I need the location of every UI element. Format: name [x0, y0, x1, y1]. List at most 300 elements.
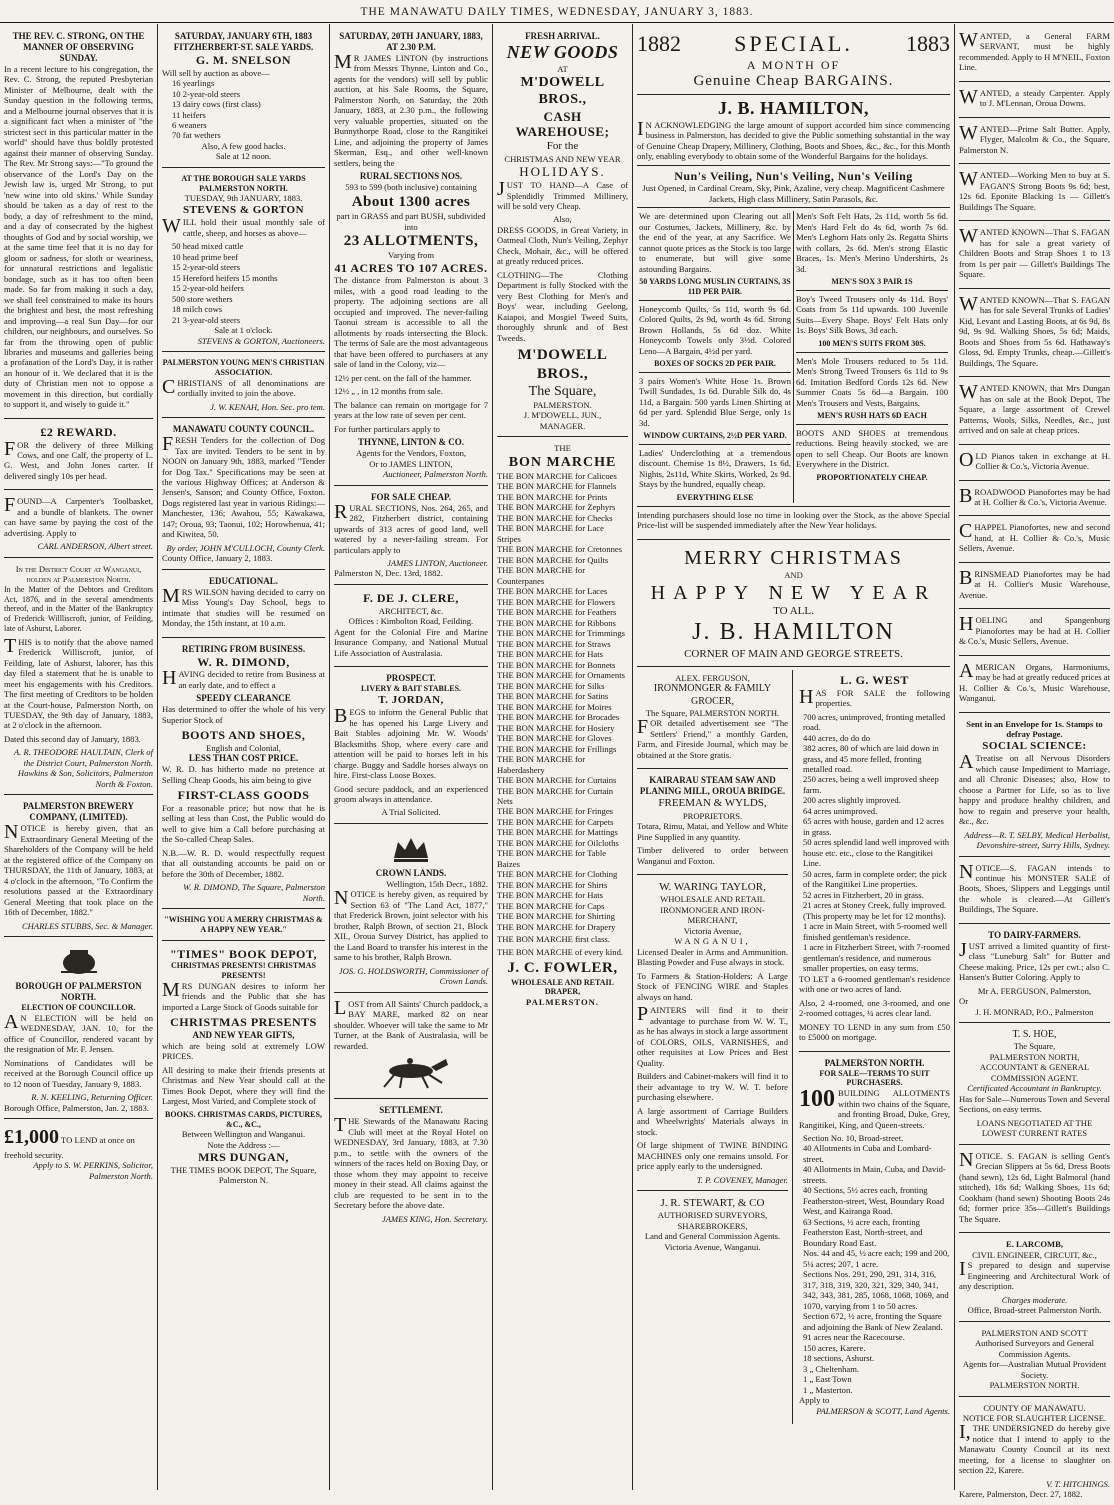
book-items: BOOKS. CHRISTMAS CARDS, PICTURES, &C., &C.,: [165, 1109, 322, 1129]
linton-terms3: The balance can remain on mortgage for 7 years at the low rate of seven per cent.: [334, 399, 488, 421]
hamilton-intro: IN ACKNOWLEDGING the large amount of support accorded him since commencing business in Palmerston, has decided to give the Public something substantial in the way of Genuine Cheap Drapery, Millinery, Clothing, Boots and Shoes, &c., &c., for this Month only, enabling everybody to obtain some of the Wonderful Bargains for the holidays.: [637, 117, 950, 162]
hamilton-special: [637, 28, 950, 540]
bon-marche-item: THE BON MARCHE for Flannels: [497, 481, 617, 492]
js-name: J. R. STEWART, & CO: [660, 1197, 765, 1210]
pros-body2: Good secure paddock, and an experienced groom always in attendance.: [334, 783, 488, 804]
bon-marche-item: THE BON MARCHE for Cretonnes: [497, 544, 623, 555]
foxton-time: Sale at 12 noon.: [215, 151, 272, 162]
wt-name: W. WARING TAYLOR,: [659, 881, 766, 894]
bon-marche-item: THE BON MARCHE for Hats: [497, 649, 603, 660]
west-intro: HAS FOR SALE the following properties.: [799, 685, 950, 709]
piano-text: OLD Pianos taken in exchange at H. Collier & Co.'s, Victoria Avenue.: [959, 448, 1110, 472]
linton-allot: 23 ALLOTMENTS,: [343, 232, 479, 249]
column-4: [493, 24, 633, 1490]
settle-title: SETTLEMENT.: [379, 1105, 443, 1116]
list-item: 6 weaners: [172, 119, 207, 130]
ps-town: PALMERSTON NORTH.: [989, 1380, 1080, 1391]
organ-text: AMERICAN Organs, Harmoniums, may be had at greatly reduced prices at H. Collier & Co.'s, Music Warehouse, Wanganui.: [959, 659, 1110, 704]
col5-lower-right: [799, 670, 950, 1424]
newspaper-page: [0, 24, 1114, 1500]
settle-body: THE Stewards of the Manawatu Racing Club will meet at the Royal Hotel on WEDNESDAY, 3rd January, 1883, at 7.30 p.m., to settle with the owners of the winners of the races held on Boxing Day, or those whom they may appoint to receive money in their stead. All claims against the club are requested to be sent in to the Secretary before the above date.: [334, 1114, 488, 1211]
brew-body: NOTICE is hereby given, that an Extraordinary General Meeting of the Shareholders of the Company will be held at the registered office of the Company on THURSDAY, the 11th of January, 1883, at 4 o'clock in the afternoon, "To Confirm the resolutions passed at the Extraordinary General Meeting that took place on the 16th of December, 1882.": [4, 821, 153, 918]
mdb-also: Also,: [553, 214, 572, 225]
court-sig: A. R. THEODORE HAULTAIN, Clerk of the District Court, Palmerston North.: [13, 747, 153, 768]
wanted-text: WANTED KNOWN, that Mrs Dungan has on sale at the Book Depot, The Square, a large assortment of Crewel Patterns, Wools, Silks, Needles, &c., just arrived and on sale at cheap prices.: [959, 381, 1110, 436]
sg-title: AT THE BOROUGH SALE YARDS PALMERSTON NORTH.: [181, 173, 306, 193]
sg-items: [162, 241, 325, 325]
list-item: 10 2-year-old steers: [172, 88, 241, 99]
linton-rural: RURAL SECTIONS NOS.: [359, 171, 463, 182]
linton-or: Or to JAMES LINTON,: [369, 458, 453, 469]
ret-sig: W. R. DIMOND, The Square, Palmerston North.: [183, 882, 325, 903]
list-item: 15 2-year-old heifers: [172, 283, 244, 294]
cheap-title: FOR SALE CHEAP.: [371, 491, 451, 502]
bon-marche-item: THE BON MARCHE for Shirting: [497, 911, 615, 922]
settle-sig: JAMES KING, Hon. Secretary.: [381, 1213, 488, 1224]
book-title: "TIMES" BOOK DEPOT,: [170, 946, 317, 961]
linton-further: For further particulars apply to: [334, 423, 440, 434]
west-properties: [799, 670, 950, 1052]
bon-marche-ad: [497, 440, 628, 1012]
price-list: [637, 211, 950, 502]
ps-role: Authorised Surveyors and General Commission Agents.: [974, 1338, 1095, 1359]
list-item: 1 acre in Main Street, with 5-roomed well finished gentleman's residence.: [803, 921, 948, 942]
borough-notice: [4, 940, 153, 1119]
ymca-title: PALMERSTON YOUNG MEN'S CHRISTIAN ASSOCIATION.: [162, 358, 325, 377]
column-5: [633, 24, 955, 1490]
cheap-date: Palmerston N, Dec. 13rd, 1882.: [334, 568, 443, 579]
ret-body4: For a reasonable price; but now that he is selling at less than Cost, the Public would do well to give him a Call before purchasing at the So-called Cheap Sales.: [162, 802, 325, 845]
holidays: HOLIDAYS.: [519, 164, 606, 180]
ps-agents: Agents for—Australian Mutual Provident Society.: [962, 1359, 1107, 1380]
ret-name: W. R. DIMOND,: [197, 654, 290, 669]
list-item: 65 acres with house, garden and 12 acres in grass.: [803, 816, 944, 837]
list-item: 15 Hereford heifers 15 months: [172, 272, 278, 283]
book-sub: CHRISTMAS PRESENTS! CHRISTMAS PRESENTS!: [171, 961, 316, 981]
hamilton-name-2: J. B. HAMILTON: [692, 619, 895, 646]
sci-addr: Address—R. T. SELBY, Medical Herbalist, Devonshire-street, Surry Hills, Sydney.: [964, 829, 1110, 851]
horse-race-icon: [366, 1055, 456, 1089]
left1: We are determined upon Clearing out all our Costumes, Jackets, Millinery, &c. by the end of the year, at any Sacrifice. We cannot quote prices as the Stock is too large to enumerate, but will give some astounding Bargains.: [639, 211, 791, 274]
bon-marche-item: THE BON MARCHE for Checks: [497, 512, 613, 523]
piano-text: BROADWOOD Pianofortes may be had at H. Collier & Co.'s, Victoria Avenue.: [959, 484, 1110, 507]
bon-marche-item: THE BON MARCHE for Mattings: [497, 827, 618, 838]
ret-less: LESS THAN COST PRICE.: [188, 753, 299, 764]
strong-article: [4, 28, 153, 419]
mdb-body1: JUST TO HAND—A Case of Splendidly Trimmed Millinery, will be sold very Cheap.: [497, 178, 628, 211]
xmas-greeting: [162, 912, 325, 941]
boro-body: AN ELECTION will be held on WEDNESDAY, JAN. 10, for the office of Councillor, rendered vacant by the resignation of Mr. F. Jensen.: [4, 1010, 153, 1055]
list-item: Nos. 44 and 45, ½ acre each; 199 and 200, 5¼ acres; 207, 1 acre.: [803, 1248, 950, 1269]
lar-role: CIVIL ENGINEER, CIRCUIT, &c.,: [972, 1249, 1097, 1260]
merry-text: MERRY CHRISTMAS: [684, 546, 903, 569]
fowler-town: PALMERSTON.: [526, 997, 599, 1008]
ret-nb: N.B.—W. R. D. would respectfully request that all outstanding accounts be paid on or before the 30th of December, 1882.: [162, 847, 325, 879]
bon-marche-item: THE BON MARCHE for Drapery: [497, 921, 616, 932]
ret-body2: Has determined to offer the whole of his very Superior Stock of: [162, 704, 325, 725]
wt-body: Licensed Dealer in Arms and Ammunition. Blasting Powder and Fuse always in stock.: [637, 946, 788, 968]
ps-sig: PALMERSON & SCOTT, Land Agents.: [816, 1405, 950, 1416]
linton-part: part in GRASS and part BUSH, subdivided into: [336, 211, 486, 232]
right-rush: MEN'S RUSH HATS 6D EACH: [817, 411, 927, 420]
wt-body4: Builders and Cabinet-makers will find it to their advantage to try W. W. T. before purchasing elsewhere.: [637, 1071, 788, 1103]
boro-body2: Nominations of Candidates will be received at the Borough Council office up to 12 noon of Tuesday, January 9, 1883.: [4, 1057, 153, 1089]
list-item: 13 dairy cows (first class): [172, 99, 261, 110]
price-list-left: [637, 211, 794, 502]
right-prop: PROPORTIONATELY CHEAP.: [816, 472, 928, 482]
at: AT: [557, 63, 568, 74]
lost-body: LOST from All Saints' Church paddock, a BAY MARE, marked 82 on near shoulder. Whoever will take the same to Mr Turner, at the Bank of Australasia, will be rewarded.: [334, 996, 488, 1051]
bon-marche-item: THE BON MARCHE for Feathers: [497, 607, 617, 618]
list-item: 150 acres, Karere.: [803, 1342, 866, 1353]
hoe-town: PALMERSTON NORTH,: [989, 1051, 1080, 1062]
ymca-sig: J. W. KENAH, Hon. Sec. pro tem.: [210, 401, 325, 412]
cc-date: County Office, January 2, 1883.: [162, 553, 273, 564]
list-item: 70 fat wethers: [172, 130, 221, 141]
snelson-sale: [162, 28, 325, 168]
lar-name: E. LARCOMB,: [1005, 1239, 1064, 1250]
ferguson-ad: [637, 670, 788, 769]
dimond-retiring: [162, 641, 325, 910]
list-item: 200 acres slightly improved.: [803, 795, 901, 806]
wanted-5: [959, 224, 1110, 288]
wt-body3: PAINTERS will find it to their advantage to purchase from W. W. T., as he has always in stock a large assortment of COLORS, OILS, VARNISHES, and other requisites at Low Prices and Best Quality.: [637, 1003, 788, 1068]
strong-title: THE REV. C. STRONG, ON THE MANNER OF OBSERVING SUNDAY.: [12, 31, 145, 63]
bon-marche-item: THE BON MARCHE for Trimmings: [497, 628, 625, 639]
column-2: [158, 24, 330, 1490]
bon-marche-item: THE BON MARCHE for Satins: [497, 691, 609, 702]
ret-title: RETIRING FROM BUSINESS.: [181, 643, 306, 654]
wt-body2: To Farmers & Station-Holders: A Large Stock of FENCING WIRE and Staples always on hand.: [637, 970, 788, 1002]
linton-range: 41 ACRES TO 107 ACRES.: [334, 260, 488, 275]
and-text: AND: [784, 570, 803, 581]
linton-terms1: 12½ per cent. on the fall of the hammer.: [334, 372, 472, 383]
bon-marche-item: THE BON MARCHE for Oilcloths: [497, 837, 619, 848]
left2: Honeycomb Quilts, 5s 11d, worth 9s 6d. Colored Quilts, 2s 9d, worth 4s 6d. Strong Brown Hollands, 5s 6d doz. White Honeycomb Towels only 3½d. Colored Leno—A Bargain, 4½d per yard.: [639, 303, 791, 356]
list-item: 21 3-year-old steers: [172, 314, 241, 325]
the-square: The Square,: [528, 383, 597, 399]
loan-ad: [4, 1122, 153, 1186]
lar-charges: Charges moderate.: [1001, 1294, 1068, 1305]
bon-marche-item: THE BON MARCHE for Ornaments: [497, 670, 625, 681]
west-name: L. G. WEST: [840, 672, 909, 687]
hoe-name: T. S. HOE,: [1012, 1029, 1057, 1041]
right4: BOOTS AND SHOES at tremendous reductions. Being heavily stocked, we are open to sell Cheap. Our Boots are known Everywhere in the District.: [796, 427, 948, 470]
sg-firm: STEVENS & GORTON: [182, 203, 305, 216]
year-1883: 1883: [906, 31, 950, 56]
bon-marche-item: THE BON MARCHE for Table Baizes: [497, 848, 607, 869]
foxton-intro: Will sell by auction as above—: [162, 67, 270, 78]
hoe-accountant: [959, 1026, 1110, 1145]
clere-architect: [334, 588, 488, 667]
merry-christmas: [637, 543, 950, 667]
court-matter: In the Matter of the Debtors and Creditors Act, 1876, and in the several amendments thereof, and in the Matter of the Bankruptcy of Frederick Willliscroft, junior, of Feilding, late of Ashurst, Laborer.: [4, 584, 153, 633]
corner-streets: CORNER OF MAIN AND GEORGE STREETS.: [684, 647, 903, 660]
bon-marche-item: THE BON MARCHE for Ribbons: [497, 617, 616, 628]
kai-body: Totara, Rimu, Matai, and Yellow and White Pine Supplied in any quantity.: [637, 821, 788, 842]
stevens-gorton-sale: [162, 171, 325, 352]
list-item: 1 acre in Fitzherbert Street, with 7-roomed gentleman's residence, and numerous smaller properties, on easy terms.: [803, 942, 950, 974]
bon-marche-item: THE BON MARCHE for Brocades: [497, 712, 620, 723]
court-head: In the District Court at Wanganui, holden at Palmerston North.: [15, 563, 142, 585]
piano-1: [959, 448, 1110, 481]
book-cp: CHRISTMAS PRESENTS: [170, 1015, 317, 1030]
hoe-sq: The Square,: [1013, 1041, 1056, 1052]
county-sub: NOTICE FOR SLAUGHTER LICENSE.: [962, 1413, 1107, 1423]
ps-name: PALMERSTON AND SCOTT: [981, 1327, 1088, 1338]
col5-lower-left: [637, 670, 793, 1424]
loan-amount: £1,000: [4, 1126, 59, 1149]
wanted-1: [959, 28, 1110, 82]
list-item: 63 Sections, ½ acre each, fronting Featherston East, North-street, and Boundary Road East.: [803, 1216, 923, 1248]
linton-body2: The distance from Palmerston is about 3 miles, with a good road leading to the property. The adjoining sections are all occupied and improved. The never-failing Taonui stream is accessible to all the allotments by roads intersecting the Block. The terms of Sale are the most advantageous that have been offered to purchasers at any sale of land in the Colony, viz—: [334, 275, 488, 370]
xmas-new-year: CHRISTMAS AND NEW YEAR: [504, 153, 621, 164]
wt-sub: WHOLESALE AND RETAIL IRONMONGER AND IRON-MERCHANT,: [660, 894, 765, 926]
mdowell-jun: J. M'DOWELL, JUN.,: [523, 410, 602, 421]
brew-title: PALMERSTON BREWERY COMPANY, (LIMITED).: [22, 801, 135, 823]
bon-marche-list: [497, 471, 628, 932]
fagan-text: NOTICE—S. FAGAN intends to continue his MONSTER SALE of Boots, Shoes, Slippers and Leggings until the whole is cleared.—At Gillett's Buildings, The Square.: [959, 860, 1110, 915]
piano-3: [959, 519, 1110, 562]
fagan-notice-2: [959, 1148, 1110, 1233]
ps-title: PALMERSTON NORTH.: [824, 1057, 925, 1068]
piano-text: BRINSMEAD Pianofortes may be had at H. Collier's Music Warehouse, Avenue.: [959, 566, 1110, 600]
bon-marche-item: THE BON MARCHE for Counterpanes: [497, 565, 586, 586]
ret-eng: English and Colonial,: [206, 742, 281, 753]
crown-lands: [334, 827, 488, 993]
bon-marche-item: THE BON MARCHE for Lace Stripes: [497, 523, 604, 544]
bon-marche-item: THE BON MARCHE for Carpets: [497, 816, 614, 827]
boro-sub: ELECTION OF COUNCILLOR.: [21, 1003, 136, 1013]
west-list: [799, 712, 950, 974]
list-item: 440 acres, do do do: [803, 732, 871, 743]
dairy-body: JUST arrived a limited quantity of first-class "Luneburg Salt" for Butter and Cheese making. Price, 12s per cwt.; also C. Hansen's Butter Coloring. Apply to: [959, 938, 1110, 983]
ymca-notice: [162, 355, 325, 418]
edu-body: MRS WILSON having decided to carry on Miss Young's Day School, begs to intimate that studies will be resumed on Monday, the 15th instant, at 10 a.m.: [162, 584, 325, 629]
dairy-or: Or: [959, 996, 969, 1007]
cc-sig: By order, JOHN M'CULLOCH, County Clerk.: [166, 542, 325, 553]
right-suits: 100 MEN'S SUITS FROM 30S.: [818, 338, 926, 348]
bon-marche-item: THE BON MARCHE for Bonnets: [497, 659, 616, 670]
loan-apply: Apply to S. W. PERKINS, Solicitor, Palmerston North.: [33, 1160, 153, 1181]
book-body: MRS DUNGAN desires to inform her friends and the Public that she has imported a Large Stock of Goods suitable for: [162, 978, 325, 1012]
wanted-text: WANTED KNOWN—That S. FAGAN has for sale a great variety of Children Boots and Strap Shoes 1 to 13 from 1s per pair — Gillett's Buildings The Square.: [959, 225, 1110, 280]
for-the: For the: [546, 140, 579, 153]
fagan-text: NOTICE. S. FAGAN is selling Gent's Grecian Slippers at 5s 6d, Dress Boots (hand sewn), 12s 6d, Light Balmoral (hand stitched), 18s 6d; Walking Shoes, 11s 6d; Cookham (hand sewn) Shooting Boots 24s 6d; former price 35s—Gillett's Buildings The Square.: [959, 1148, 1110, 1224]
hoe-role: ACCOUNTANT & GENERAL COMMISSION AGENT.: [979, 1062, 1090, 1083]
wt-ave: Victoria Avenue,: [683, 925, 742, 936]
right1: Men's Soft Felt Hats, 2s 11d, worth 5s 6d. Men's Hard Felt do 4s 6d, worth 7s 6d. Men's Leghorn Hats only 2s. Regatta Shirts with collars, 2s 6d. Men's strong Elastic Braces, 1s. Men's Merino Undershirts, 2s 3d.: [796, 211, 948, 274]
manager: MANAGER.: [539, 420, 586, 431]
list-item: Section 672, ½ acre, fronting the Square and adjoining the Bank of New Zealand.: [803, 1311, 943, 1332]
sci-body: ATreatise on all Nervous Disorders which cause Impediment to Marriage, and all Chronic Diseases; also, How to choose a Partner for Life, so as to live happy and produce healthy children, and how to regain and preserve your health, &c., &c.: [959, 751, 1110, 827]
loan-text: TO LEND at once on freehold security.: [4, 1135, 135, 1160]
fresh-arrival: FRESH ARRIVAL.: [525, 31, 600, 41]
boro-sig: R. N. KEELING, Returning Officer.: [31, 1092, 153, 1103]
wanted-text: WANTED, a steady Carpenter. Apply to J. M'Lennan, Oroua Downs.: [959, 85, 1110, 109]
borough-crest-icon: [56, 947, 102, 977]
bon-marche-item: THE BON MARCHE for Shirts: [497, 879, 608, 890]
wt-town: WANGANUI,: [674, 936, 751, 947]
list-item: 40 Sections, 5½ acres each, fronting Featherston-street, West, Boundary Road West, and Kairanga Road.: [803, 1185, 945, 1217]
book-between: Between Wellington and Wanganui.: [181, 1129, 306, 1140]
bon-marche-item: THE BON MARCHE for Gloves: [497, 733, 612, 744]
list-item: 250 acres, being a well improved sheep farm.: [803, 774, 939, 795]
educational-notice: [162, 573, 325, 638]
sg-intro: WILL hold their usual monthly sale of cattle, sheep, and horses as above—: [162, 215, 325, 238]
cc-title: MANAWATU COUNTY COUNCIL.: [172, 424, 315, 435]
masthead: [0, 0, 1114, 23]
special-title: SPECIAL.: [734, 31, 853, 56]
foxton-auctioneer: G. M. SNELSON: [195, 52, 292, 67]
pros-body: BEGS to inform the General Public that he has opened his Large Livery and Bait Stables adjoining Mr. W. Woods' Blacksmiths Shop, where every care and attention will be paid to horses left in his charge. Buggy and Saddle horses always on hire. First-class Loose Boxes.: [334, 705, 488, 781]
right-sox: MEN'S SOX 3 PAIR 1S: [831, 277, 913, 287]
bon-marche-item: THE BON MARCHE for Calicoes: [497, 470, 617, 481]
ps-apply: Apply to: [799, 1395, 830, 1406]
reward-body: FOR the delivery of three Milking Cows, and one Calf, the property of L. G. West, and John Jones carter. If delivered singly 10s per head.: [4, 437, 153, 481]
list-item: 91 acres near the Racecourse.: [803, 1332, 905, 1343]
left-win: WINDOW CURTAINS, 2½D PER YARD.: [643, 431, 787, 441]
dairy-farmers: [959, 927, 1110, 1023]
bon-marche-item: THE BON MARCHE for Curtain Nets: [497, 785, 614, 806]
sg-date: TUESDAY, 9th JANUARY, 1883.: [184, 193, 303, 204]
ps-sub: FOR SALE—TERMS TO SUIT PURCHASERS.: [819, 1068, 930, 1088]
foxton-also: Also, A few good hacks.: [201, 140, 286, 151]
lost-mare: [334, 996, 488, 1099]
left-every: EVERYTHING ELSE: [676, 492, 754, 502]
brew-sig: CHARLES STUBBS, Sec. & Manager.: [21, 920, 153, 931]
wanted-4: [959, 167, 1110, 221]
ferg-name: ALEX. FERGUSON,: [675, 672, 750, 683]
bon-marche-item: THE BON MARCHE for Straws: [497, 638, 611, 649]
county-body: I,THE UNDERSIGNED do hereby give notice that I intend to apply to the Manawatu County Council at its next meeting, for a license to slaughter on section 22, Karere.: [959, 1421, 1110, 1476]
left-socks: BOXES OF SOCKS 2D PER PAIR.: [654, 359, 776, 369]
list-item: 1 „ Masterton.: [803, 1384, 853, 1395]
ps-body: BUILDING ALLOTMENTS within two chains of the Square, and fronting Broad, Duke, Grey, Rangitikei, King, and Queen-streets.: [799, 1088, 950, 1130]
list-item: 3 „ Cheltenham.: [803, 1363, 860, 1374]
cheap-bargains: Genuine Cheap BARGAINS.: [693, 73, 894, 90]
column-7: [955, 24, 1114, 1500]
ps-list: [799, 1133, 950, 1395]
list-item: 50 head mixed cattle: [172, 241, 244, 252]
sci-title: SOCIAL SCIENCE:: [982, 739, 1087, 752]
column-1: [0, 24, 158, 1490]
linton-body: MR JAMES LINTON (by instructions from Messrs Thynne, Linton and Co., agents for the vendors) will sell by public auction, at his Sale Rooms, the Square, Palmerston North, on Saturday, the 20th January, 1883, at 2.30 p.m., the following very valuable properties, situated on the Bunnythorpe Road, close to the Rangitikei Line, and adjoining the property of James Skerman, Esq., and other well-known settlers, being the: [334, 50, 488, 168]
mdowell-bros: M'DOWELL BROS.,: [520, 75, 605, 108]
wt-body6: Of large shipment of TWINE BINDING MACHINES only one remains unsold. For price apply early to the undersigned.: [637, 1140, 788, 1172]
palmerston-scott: [959, 1325, 1110, 1397]
hamilton-note: Intending purchasers should lose no time in looking over the Stock, as the above Special Price-list will be suspended immediately after the New Year holidays.: [637, 509, 950, 531]
west-also: Also, 2 4-roomed, one 3-roomed, and one 2-roomed cottages, ¼ acres clear land.: [799, 997, 950, 1019]
masthead-title: THE MANAWATU DAILY TIMES, WEDNESDAY, JANUARY 3, 1883.: [360, 6, 754, 18]
county-date: Karere, Palmerston, Decr. 27, 1882.: [959, 1489, 1083, 1500]
right3: Men's Mole Trousers reduced to 5s 11d. Men's Strong Tweed Trousers 6s 11d to 9s 6d. Imitation Bedford Cords 12s 6d. New Summer Coats 5s 6d—a Bargain. 100 Men's Trousers and Vests, Bargains.: [796, 355, 948, 408]
linton-agents2: Agents for the Vendors, Foxton,: [355, 448, 467, 459]
book-note: Note the Address :—: [207, 1139, 280, 1150]
list-item: 18 milch cows: [172, 304, 223, 315]
bm-first: THE BON MARCHE first class.: [497, 934, 610, 945]
clere-name: F. DE J. CLERE,: [363, 590, 459, 605]
linton-auction: [334, 28, 488, 486]
book-body2: which are being sold at extremely LOW PRICES.: [162, 1040, 325, 1062]
to-all: TO ALL.: [773, 604, 814, 617]
list-item: 11 heifers: [172, 109, 206, 120]
ret-sub: SPEEDY CLEARANCE: [196, 693, 291, 704]
year-1882: 1882: [637, 31, 681, 56]
hoe-sale: Has for Sale—Numerous Town and Several Sections, on easy terms.: [959, 1093, 1110, 1115]
linton-title: SATURDAY, 20TH JANUARY, 1883, AT 2.30 P.M.: [339, 31, 483, 52]
county-title: COUNTY OF MANAWATU.: [983, 1402, 1086, 1413]
list-item: 50 acres, farm in complete order; the pick of the Rangitikei Line properties.: [803, 868, 947, 890]
wanted-text: WANTED KNOWN—That S. FAGAN has for sale Several Trunks of Ladies' Kid, Levant and Lasting Boots, at 6s 9d, 8s 9d, 9s 9d. Walking Shoes, 5s 6d; Maids, Boots and Shoes from 5s 6d. Hathaway's Gloss, 9d. Empty Trunks, cheap.—Gillett's Buildings, The Square.: [959, 292, 1110, 368]
list-item: 18 sections, Ashurst.: [803, 1353, 875, 1364]
prospect-stables: [334, 670, 488, 824]
linton-acres: About 1300 acres: [351, 193, 471, 210]
dairy-title: TO DAIRY-FARMERS.: [988, 929, 1081, 940]
crown-crest-icon: [388, 834, 434, 864]
cc-body: FRESH Tenders for the collection of Dog Tax are invited. Tenders to be sent in by NOON on January 9th, 1883, marked "Tender for Dog Tax." Specifications may be seen at the various Highway Offices; at Anderson & Jensen's, Sanson; and County Office, Foxton. Dogs registered last year in various Ridings:—Manchester, 136; Awahou, 55; Kawakawa, 147; Oroua, 93; Taonui, 102; Horowhenua, 41; and Kiwitea, 50.: [162, 433, 325, 540]
wanted-2: [959, 85, 1110, 118]
list-item: 50 acres splendid land well improved with house etc. etc., close to the Rangitikei Line.: [803, 837, 950, 869]
bon-marche-item: THE BON MARCHE for Clothing: [497, 869, 618, 880]
boro-title: BOROUGH OF PALMERSTON NORTH.: [15, 981, 142, 1003]
js-addr: Victoria Avenue, Wanganui.: [664, 1241, 761, 1252]
list-item: 40 Allotments in Cuba and Lombard-street.: [803, 1143, 932, 1164]
price-list-right: [794, 211, 950, 502]
book-body3: All desiring to make their friends presents at Christmas and New Year should call at the Times Book Depot, where they will find the Largest, Most Varied, and Complete stock of: [162, 1064, 325, 1107]
bon-marche-item: THE BON MARCHE for Hosiery: [497, 722, 615, 733]
kai-body2: Timber delivered to order between Wanganui and Foxton.: [637, 845, 788, 866]
wanted-text: WANTED—Working Men to buy at S. FAGAN'S Strong Boots 9s 6d; best, 12s 6d. Eponite Blacking 1s — Gillett's Buildings The Square.: [959, 168, 1110, 212]
ferg-sub: IRONMONGER & FAMILY GROCER,: [653, 683, 772, 707]
piano-5: [959, 612, 1110, 655]
court-notice: [4, 561, 153, 796]
ferg-addr: The Square, PALMERSTON NORTH.: [645, 707, 780, 718]
found-sig: CARL ANDERSON, Albert street.: [37, 541, 153, 552]
pros-sub: LIVERY & BAIT STABLES.: [360, 683, 462, 693]
piano-2: [959, 484, 1110, 517]
piano-text: CHAPPEL Pianofortes, new and second hand, at H. Collier & Co.'s, Music Sellers, Avenue.: [959, 520, 1110, 554]
larcomb-engineer: [959, 1236, 1110, 1321]
found-ad: [4, 493, 153, 557]
list-item: 10 head prime beef: [172, 251, 239, 262]
lar-office: Office, Broad-street Palmerston North.: [967, 1305, 1102, 1316]
the-label: THE: [554, 443, 571, 454]
list-item: Sections Nos. 291, 290, 291, 314, 316, 317, 318, 319, 320, 321, 329, 340, 341, 342, 343, 381, 285, 1068, 1068, 1069, and 1070, varying from 1 to 50 acres.: [803, 1269, 949, 1311]
linton-agents: THYNNE, LINTON & CO.: [357, 437, 465, 448]
clere-role: ARCHITECT, &c.: [378, 605, 444, 616]
clere-body: Agent for the Colonial Fire and Marine Insurance Company, and National Mutual Life Association of Australasia.: [334, 626, 488, 658]
linton-nos: 593 to 599 (both inclusive) containing: [345, 182, 477, 193]
list-item: 52 acres in Fitzherbert, 20 in grass.: [803, 889, 924, 900]
piano-text: HOELING and Spangenburg Pianofortes may be had at H. Collier & Co.'s, Music Sellers, Avenue.: [959, 613, 1110, 647]
list-item: 15 2-year-old steers: [172, 262, 241, 273]
county-sig: V. T. HITCHINGS.: [1046, 1478, 1110, 1489]
bon-marche-item: THE BON MARCHE for Haberdashery: [497, 754, 586, 775]
ymca-body: CHRISTIANS of all denominations are cordially invited to join the above.: [162, 375, 325, 399]
crown-date: Wellington, 15th Decr., 1882.: [386, 878, 488, 889]
wt-sig: T. P. COVENEY, Manager.: [696, 1174, 788, 1185]
county-council-tender: [162, 421, 325, 570]
crown-title: CROWN LANDS.: [375, 867, 447, 878]
organ-ad: [959, 659, 1110, 713]
fagan-notice-1: [959, 860, 1110, 924]
dairy-sig2: J. H. MONRAD, P.O., Palmerston: [975, 1006, 1094, 1017]
ret-body: HAVING decided to retire from Business at an early date, and to effect a: [162, 667, 325, 690]
kai-title: KAIRARAU STEAM SAW AND PLANING MILL, OROUA BRIDGE.: [639, 775, 786, 797]
left4: Ladies' Underclothing at a tremendous discount. Chemise 1s 8½, Drawers, 1s 6d, Nights, 2s11d, White Skirts, Worked, 2s 9d. Stays by the hundred, equally cheap.: [639, 447, 791, 490]
ret-body3: W. R. D. has hitherto made no pretence at Selling Cheap Goods, his aim being to give: [162, 764, 325, 785]
